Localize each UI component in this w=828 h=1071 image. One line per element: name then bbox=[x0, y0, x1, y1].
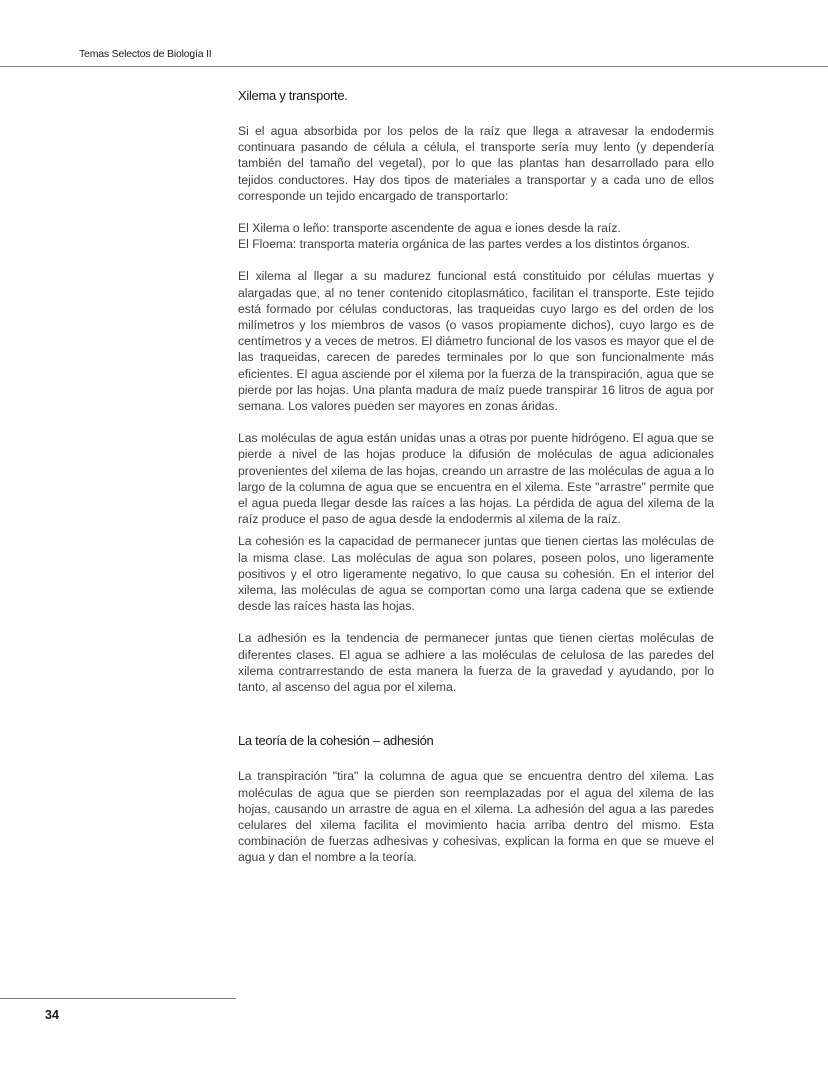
header-divider bbox=[0, 66, 828, 67]
paragraph-intro: Si el agua absorbida por los pelos de la raíz que llega a atravesar la endodermis continuara pasando de célula a célula, el transporte sería muy lento (y dependería también del tamaño del vegetal), por lo que las plantas han desarrollado para ello tejidos conductores. Hay dos tipos de materiales a transportar y a cada uno de ellos corresponde un tejido encargado de transportarlo: bbox=[238, 124, 714, 203]
list-item-floema: El Floema: transporta materia orgánica de las partes verdes a los distintos órganos. bbox=[238, 237, 690, 252]
section-heading-theory: La teoría de la cohesión – adhesión bbox=[238, 733, 434, 749]
running-header: Temas Selectos de Biología II bbox=[79, 48, 212, 60]
footer-divider bbox=[0, 998, 236, 999]
section-heading-xilema: Xilema y transporte. bbox=[238, 88, 348, 103]
paragraph-xilema-structure: El xilema al llegar a su madurez funcional está constituido por células muertas y alargadas que, al no tener contenido citoplasmático, facilitan el transporte. Este tejido está formado por células conductoras, las traqueidas cuyo largo es del orden de los milímetros y los miembros de vasos (o vasos propiamente dichos), cuyo largo es de centímetros y a veces de metros. El diámetro funcional de los vasos es mayor que el de las traqueidas, carecen de paredes terminales por lo que son funcionalmente más eficientes. El agua asciende por el xilema por la fuerza de la transpiración, agua que se pierde por las hojas. Una planta madura de maíz puede transpirar 16 litros de agua por semana. Los valores pueden ser mayores en zonas áridas. bbox=[238, 269, 714, 414]
page-number: 34 bbox=[45, 1008, 59, 1022]
paragraph-hydrogen-bonds: Las moléculas de agua están unidas unas a otras por puente hidrógeno. El agua que se pierde a nivel de las hojas produce la difusión de moléculas de agua adicionales provenientes del xilema de las hojas, creando un arrastre de las moléculas de agua a lo largo de la columna de agua que se encuentra en el xilema. Este "arrastre" permite que el agua pueda llegar desde las raíces a las hojas. La pérdida de agua del xilema de la raíz produce el paso de agua desde la endodermis al xilema de la raíz. bbox=[238, 431, 714, 527]
paragraph-theory: La transpiración "tira" la columna de agua que se encuentra dentro del xilema. Las moléculas de agua que se pierden son reemplazadas por el agua del xilema de las hojas, causando un arrastre de agua en el xilema. La adhesión del agua a las paredes celulares del xilema facilita el movimiento hacia arriba dentro del mismo. Esta combinación de fuerzas adhesivas y cohesivas, explican la forma en que se mueve el agua y dan el nombre a la teoría. bbox=[238, 769, 714, 865]
paragraph-adhesion: La adhesión es la tendencia de permanecer juntas que tienen ciertas moléculas de diferentes clases. El agua se adhiere a las moléculas de celulosa de las paredes del xilema contrarrestando de esta manera la fuerza de la gravedad y ayudando, por lo tanto, al ascenso del agua por el xilema. bbox=[238, 631, 714, 695]
paragraph-cohesion: La cohesión es la capacidad de permanecer juntas que tienen ciertas las moléculas de la misma clase. Las moléculas de agua son polares, poseen polos, uno ligeramente positivos y el otro ligeramente negativo, lo que causa su cohesión. En el interior del xilema, las moléculas de agua se comportan como una larga cadena que se extiende desde las raíces hasta las hojas. bbox=[238, 534, 714, 614]
list-item-xilema: El Xilema o leño: transporte ascendente de agua e iones desde la raíz. bbox=[238, 221, 621, 236]
page-content bbox=[238, 88, 714, 866]
tissue-list bbox=[238, 220, 714, 252]
